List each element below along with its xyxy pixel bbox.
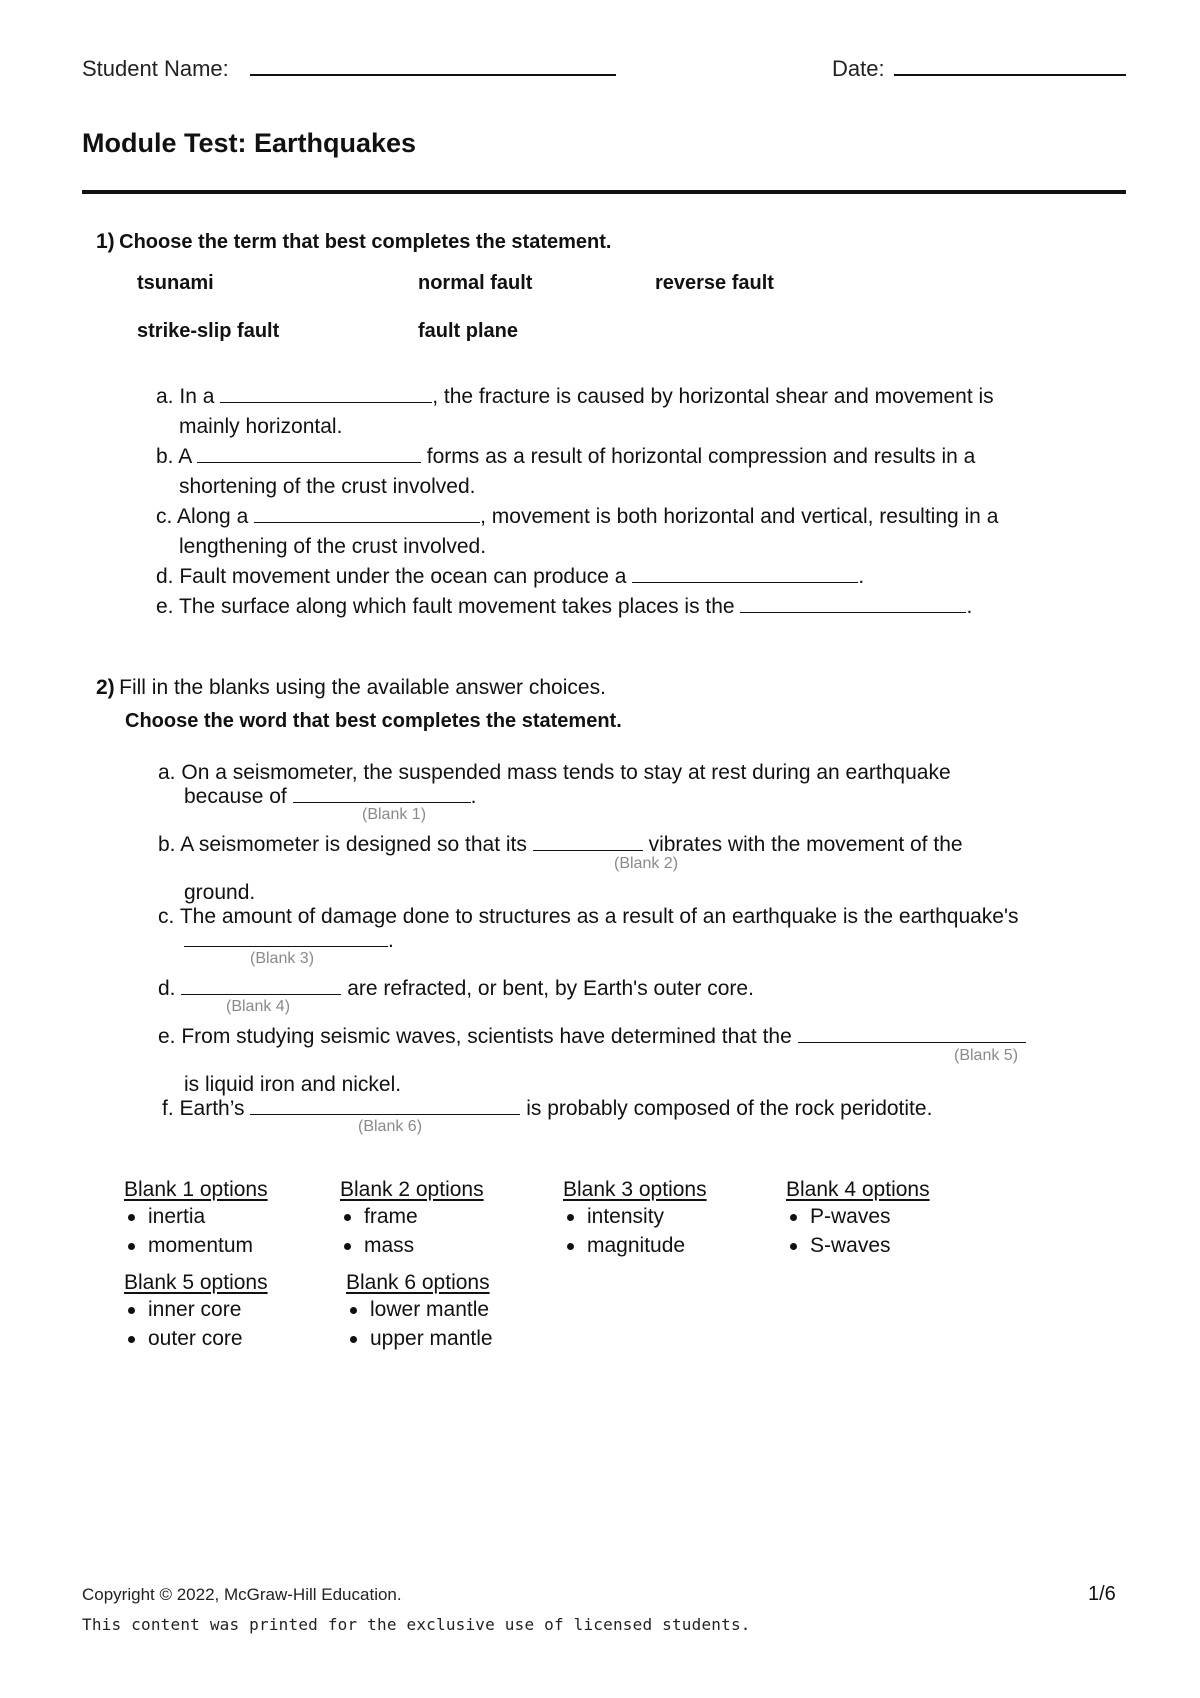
item-letter: b. (158, 833, 176, 856)
option-item[interactable]: intensity (563, 1202, 707, 1231)
item-text: Along a (177, 505, 249, 528)
blank-6-options (346, 1271, 493, 1353)
item-continuation: lengthening of the crust involved. (179, 535, 487, 558)
list-item (156, 502, 1106, 532)
answer-blank[interactable] (181, 976, 341, 995)
answer-blank[interactable] (197, 444, 421, 463)
option-item[interactable]: inertia (124, 1202, 268, 1231)
item-letter: d. (156, 565, 174, 588)
item-continuation: ground. (184, 881, 256, 904)
item-text: The amount of damage done to structures as a result of an earthquake is the earthquake's (179, 905, 1019, 928)
item-text: because of (184, 785, 287, 808)
item-continuation: shortening of the crust involved. (179, 475, 476, 498)
term: tsunami (137, 272, 214, 294)
list-item (156, 592, 1106, 622)
page-number: 1/6 (1088, 1583, 1116, 1605)
answer-blank[interactable] (798, 1024, 1026, 1043)
option-item[interactable]: S-waves (786, 1231, 930, 1260)
date-line[interactable] (894, 74, 1126, 76)
blank-5-options (124, 1271, 268, 1353)
item-text: . (858, 565, 865, 588)
blank-label: (Blank 6) (358, 1118, 423, 1135)
question-prompt: Fill in the blanks using the available answer choices. (119, 676, 606, 699)
student-name-line[interactable] (250, 74, 616, 76)
item-text: The surface along which fault movement takes places is the (178, 595, 735, 618)
blank-label: (Blank 2) (614, 855, 679, 872)
item-text: Earth’s (179, 1097, 245, 1120)
student-name-label: Student Name: (82, 56, 229, 81)
item-text: . (470, 785, 477, 808)
item-text: , the fracture is caused by horizontal shear and movement is (432, 385, 994, 408)
answer-blank[interactable] (220, 384, 432, 403)
blank-label: (Blank 4) (226, 998, 291, 1015)
options-title: Blank 3 options (563, 1178, 707, 1201)
title-rule (82, 190, 1126, 194)
item-letter: c. (156, 505, 173, 528)
list-item (156, 442, 1106, 472)
question-number: 2) (96, 676, 115, 699)
answer-blank[interactable] (293, 784, 471, 803)
list-item (158, 974, 1118, 1004)
item-text: , movement is both horizontal and vertical, resulting in a (480, 505, 999, 528)
answer-blank[interactable] (254, 504, 480, 523)
term: fault plane (418, 320, 519, 342)
answer-blank[interactable] (740, 594, 966, 613)
list-item (162, 1094, 1122, 1124)
options-title: Blank 5 options (124, 1271, 268, 1294)
options-title: Blank 4 options (786, 1178, 930, 1201)
answer-blank[interactable] (184, 928, 388, 947)
option-item[interactable]: outer core (124, 1324, 268, 1353)
item-text: vibrates with the movement of the (648, 833, 963, 856)
options-title: Blank 2 options (340, 1178, 484, 1201)
answer-blank[interactable] (632, 564, 858, 583)
date-label: Date: (832, 56, 885, 81)
options-title: Blank 6 options (346, 1271, 490, 1294)
option-item[interactable]: upper mantle (346, 1324, 493, 1353)
item-continuation: is liquid iron and nickel. (184, 1073, 402, 1096)
item-letter: e. (156, 595, 174, 618)
item-continuation (184, 782, 476, 812)
item-text: Fault movement under the ocean can produce a (179, 565, 627, 588)
question-1 (96, 230, 611, 254)
item-text: In a (179, 385, 215, 408)
question-prompt: Choose the term that best completes the statement. (119, 231, 612, 253)
blank-1-options (124, 1178, 268, 1260)
answer-blank[interactable] (250, 1096, 520, 1115)
item-text: . (966, 595, 973, 618)
term: normal fault (418, 272, 533, 294)
item-letter: a. (156, 385, 174, 408)
item-text: . (388, 929, 394, 952)
option-item[interactable]: P-waves (786, 1202, 930, 1231)
option-item[interactable]: inner core (124, 1295, 268, 1324)
option-item[interactable]: frame (340, 1202, 484, 1231)
options-title: Blank 1 options (124, 1178, 268, 1201)
blank-label: (Blank 3) (250, 950, 315, 967)
option-item[interactable]: momentum (124, 1231, 268, 1260)
term: reverse fault (655, 272, 774, 294)
item-letter: d. (158, 977, 176, 1000)
page-title: Module Test: Earthquakes (82, 128, 417, 158)
question-2 (96, 676, 606, 700)
option-item[interactable]: magnitude (563, 1231, 707, 1260)
answer-blank[interactable] (533, 832, 643, 851)
list-item (156, 562, 1106, 592)
item-text: A seismometer is designed so that its (180, 833, 527, 856)
license-notice: This content was printed for the exclusive use of licensed students. (82, 1615, 751, 1634)
option-item[interactable]: lower mantle (346, 1295, 493, 1324)
item-letter: f. (162, 1097, 174, 1120)
blank-label: (Blank 5) (954, 1047, 1019, 1064)
item-letter: b. (156, 445, 174, 468)
item-text: On a seismometer, the suspended mass tends to stay at rest during an earthquake (181, 761, 951, 784)
item-text: From studying seismic waves, scientists have determined that the (181, 1025, 792, 1048)
list-item (156, 382, 1106, 412)
item-text: are refracted, or bent, by Earth's outer core. (347, 977, 754, 1000)
item-letter: e. (158, 1025, 176, 1048)
question-subprompt: Choose the word that best completes the statement. (125, 710, 622, 732)
item-text: A (178, 445, 192, 468)
blank-2-options (340, 1178, 484, 1260)
item-text: is probably composed of the rock peridotite. (526, 1097, 933, 1120)
blank-4-options (786, 1178, 930, 1260)
item-continuation: mainly horizontal. (179, 415, 343, 438)
blank-3-options (563, 1178, 707, 1260)
item-letter: a. (158, 761, 176, 784)
term: strike-slip fault (137, 320, 280, 342)
option-item[interactable]: mass (340, 1231, 484, 1260)
item-letter: c. (158, 905, 175, 928)
question-number: 1) (96, 230, 115, 253)
blank-label: (Blank 1) (362, 806, 427, 823)
copyright: Copyright © 2022, McGraw-Hill Education. (82, 1585, 402, 1604)
item-text: forms as a result of horizontal compression and results in a (426, 445, 976, 468)
